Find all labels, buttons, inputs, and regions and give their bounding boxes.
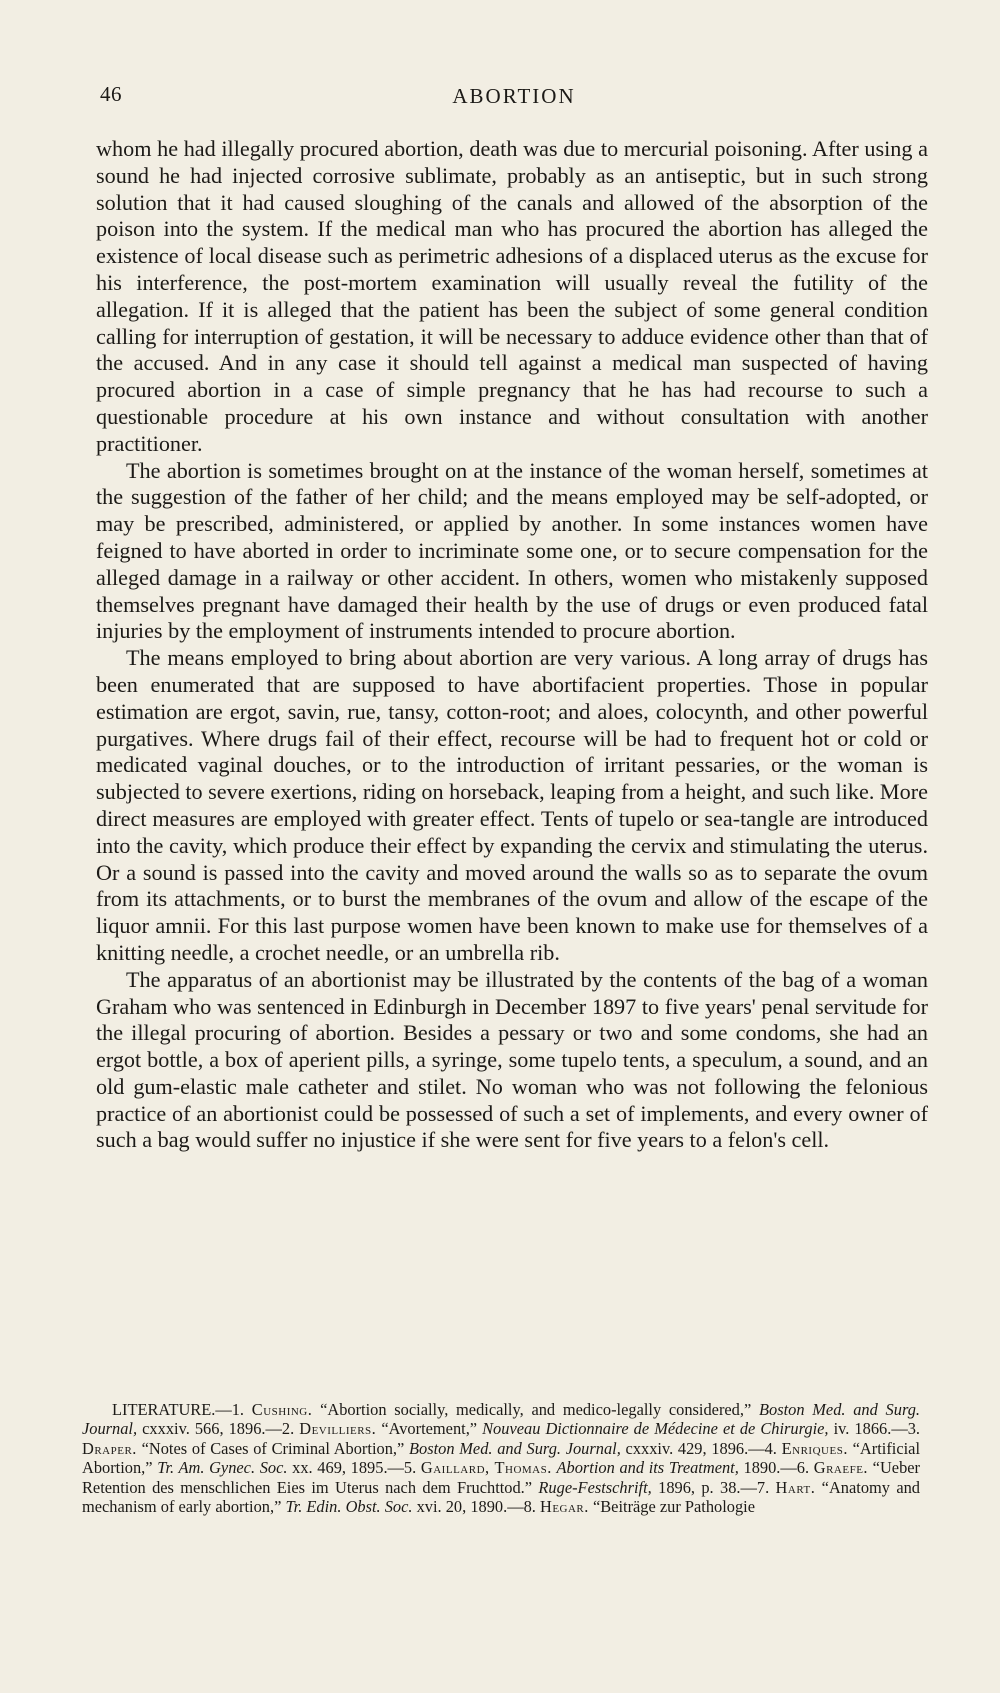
ref-journal: Tr. Am. Gynec. Soc. (157, 1458, 288, 1478)
ref-text: 1890.—6. (738, 1458, 814, 1478)
literature-paragraph (82, 1400, 920, 1516)
ref-author: Enriques. (781, 1438, 848, 1458)
ref-author: Devilliers. (299, 1419, 377, 1439)
ref-text: cxxxiv. 566, 1896.—2. (137, 1419, 300, 1439)
page-number: 46 (100, 82, 122, 106)
ref-text: 1896, p. 38.—7. (651, 1477, 776, 1497)
ref-text: “Ueber Retention des menschlichen Eies im Uterus nach dem Fruchttod.” (82, 1458, 920, 1497)
literature-heading: LITERATURE. (112, 1400, 216, 1419)
paragraph: whom he had illegally procured abortion, death was due to mercurial poisoning. After using a sound he had injected corrosive sublimate, probably as an antiseptic, but in such strong solution that it had caused sloughing of the canals and allowed of the absorption of the poison into the system. If the medical man who has procured the abortion has alleged the existence of local disease such as perimetric adhesions of a displaced uterus as the excuse for his interference, the post-mortem examination will usually reveal the futility of the allegation. If it is alleged that the patient has been the subject of some general condition calling for interruption of gestation, it will be necessary to adduce evidence other than that of the accused. And in any case it should tell against a medical man suspected of having procured abortion in a case of simple pregnancy that he has had recourse to such a questionable procedure at his own instance and without consultation with another practitioner. (96, 136, 928, 456)
ref-author: Hart. (775, 1477, 816, 1497)
page-header (100, 82, 928, 112)
ref-journal: Nouveau Dictionnaire de Médecine et de Chirurgie, (482, 1419, 829, 1439)
paragraph: The apparatus of an abortionist may be illustrated by the contents of the bag of a woman Graham who was sentenced in Edinburgh in December 1897 to five years' penal servitude for the illegal procuring of abortion. Besides a pessary or two and some condoms, she had an ergot bottle, a box of aperient pills, a syringe, some tupelo tents, a speculum, a sound, and an old gum-elastic male catheter and stilet. No woman who was not following the felonious practice of an abortionist could be possessed of such a set of implements, and every owner of such a bag would suffer no injustice if she were sent for five years to a felon's cell. (96, 966, 928, 1153)
ref-text: “Anatomy and mechanism of early abortion,” (82, 1477, 920, 1517)
ref-journal: Boston Med. and Surg. Journal, (82, 1400, 921, 1439)
ref-journal: Ruge-Festschrift, (538, 1477, 652, 1497)
ref-text: cxxxiv. 429, 1896.—4. (620, 1438, 782, 1458)
ref-author: Draper. (82, 1438, 137, 1458)
running-title: ABORTION (452, 84, 576, 108)
ref-author: Cushing. (251, 1400, 313, 1419)
ref-author: Hegar. (539, 1497, 589, 1517)
ref-text: “Artificial Abortion,” (82, 1438, 921, 1478)
ref-author: Graefe. (813, 1458, 869, 1478)
ref-author: Gaillard, Thomas. (420, 1458, 552, 1478)
ref-text: xvi. 20, 1890.—8. (412, 1497, 540, 1517)
paragraph: The abortion is sometimes brought on at the instance of the woman herself, sometimes at the suggestion of the father of her child; and the means employed may be self-adopted, or may be prescribed, administered, or applied by another. In some instances women have feigned to have aborted in order to incriminate some one, or to secure compensation for the alleged damage in a railway or other accident. In others, women who mistakenly supposed themselves pregnant have damaged their health by the use of drugs or even produced fatal injuries by the employment of instruments intended to procure abortion. (96, 457, 928, 644)
literature-section (82, 1400, 920, 1516)
ref-text: “Beiträge zur Pathologie (588, 1497, 755, 1517)
ref-text: iv. 1866.—3. (828, 1419, 920, 1439)
ref-journal: Tr. Edin. Obst. Soc. (285, 1497, 413, 1517)
body-text (96, 136, 928, 1154)
ref-text: “Notes of Cases of Criminal Abortion,” (136, 1438, 409, 1458)
ref-journal: Abortion and its Treatment, (556, 1458, 739, 1478)
ref-text: “Abortion socially, medically, and medico-legally considered,” (312, 1400, 759, 1419)
ref-text: “Avortement,” (376, 1419, 483, 1439)
ref-text: xx. 469, 1895.—5. (287, 1458, 421, 1478)
ref-journal: Boston Med. and Surg. Journal, (409, 1438, 621, 1458)
ref-text: —1. (215, 1400, 252, 1419)
paragraph: The means employed to bring about abortion are very various. A long array of drugs has been enumerated that are supposed to have abortifacient properties. Those in popular estimation are ergot, savin, rue, tansy, cotton-root; and aloes, colocynth, and other powerful purgatives. Where drugs fail of their effect, recourse will be had to frequent hot or cold or medicated vaginal douches, or to the introduction of irritant pessaries, or the woman is subjected to severe exertions, riding on horseback, leaping from a height, and such like. More direct measures are employed with greater effect. Tents of tupelo or sea-tangle are introduced into the cavity, which produce their effect by expanding the cervix and stimulating the uterus. Or a sound is passed into the cavity and moved around the walls so as to separate the ovum from its attachments, or to burst the membranes of the ovum and allow of the escape of the liquor amnii. For this last purpose women have been known to make use for themselves of a knitting needle, a crochet needle, or an umbrella rib. (96, 645, 928, 965)
